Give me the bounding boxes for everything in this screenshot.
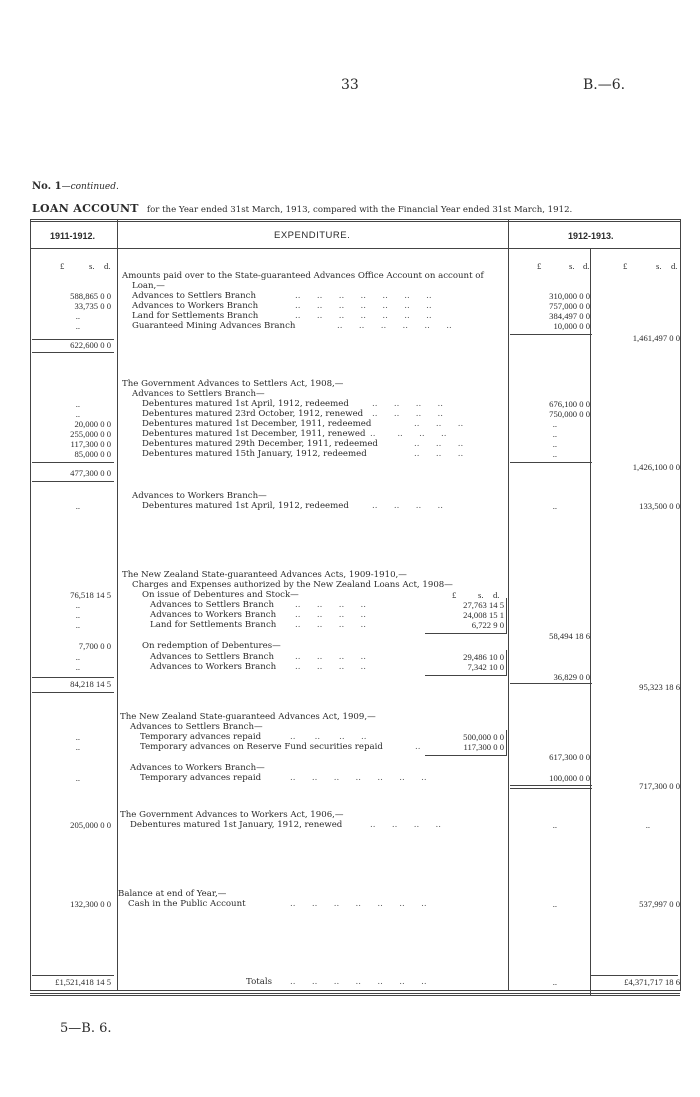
s3-issue-item-amt: 27,763 14 5: [463, 600, 504, 610]
page-footer: 5—B. 6.: [60, 1021, 112, 1036]
s1-item-prev: 588,865 0 0: [70, 291, 111, 301]
s2-item-cur: 676,100 0 0: [549, 399, 590, 409]
prev-pound-sign: £: [60, 261, 65, 271]
section-number: No. 1: [32, 181, 62, 192]
s2-item-prev: 85,000 0 0: [74, 449, 111, 459]
s2-item-label: Debentures matured 1st April, 1912, redeemed: [142, 399, 349, 409]
cur-pence: d.: [671, 261, 678, 271]
section-label: [32, 181, 119, 192]
s6-mid: ..: [552, 899, 557, 909]
s2-item-label: Debentures matured 29th December, 1911, redeemed: [142, 439, 378, 449]
s2-total-cur: 1,426,100 0 0: [632, 462, 680, 472]
s6-item: Cash in the Public Account: [128, 899, 246, 909]
s2-sub: Advances to Settlers Branch—: [132, 389, 265, 399]
s2-workers-item: Debentures matured 1st April, 1912, redeemed: [142, 501, 349, 511]
s5-prev: 205,000 0 0: [70, 820, 111, 830]
cur-pound-sign: £: [623, 261, 628, 271]
s4-workers-sub: Advances to Workers Branch—: [130, 763, 265, 773]
s3-issue-total: 58,494 18 6: [549, 631, 590, 641]
title-rest: for the Year ended 31st March, 1913, compared with the Financial Year ended 31st March, 1912.: [146, 205, 573, 215]
totals-label: Totals: [246, 977, 272, 987]
s2-item-cur: ..: [552, 419, 557, 429]
mid-shilling: s.: [569, 261, 575, 271]
s3-redemption-prev: 7,700 0 0: [78, 641, 111, 651]
s4-subtotal: 617,300 0 0: [549, 752, 590, 762]
s6-cur: 537,997 0 0: [639, 899, 680, 909]
s2-item-cur: ..: [552, 449, 557, 459]
s2-item-prev: ..: [75, 399, 80, 409]
s3-shilling: s.: [478, 590, 484, 600]
s1-item-label: Advances to Workers Branch: [132, 301, 259, 311]
s1-item-cur: 384,497 0 0: [549, 311, 590, 321]
s2-workers-sub: Advances to Workers Branch—: [132, 491, 267, 501]
s2-workers-cur: 133,500 0 0: [639, 501, 680, 511]
s4-total-cur: 717,300 0 0: [639, 781, 680, 791]
s3-issue-prev: 76,518 14 5: [70, 590, 111, 600]
s2-item-label: Debentures matured 15th January, 1912, redeemed: [142, 449, 367, 459]
s2-item-cur: ..: [552, 429, 557, 439]
s3-total-cur: 95,323 18 6: [639, 682, 680, 692]
s3-issue-item-amt: 6,722 9 0: [471, 620, 504, 630]
s5-cur: ..: [645, 820, 650, 830]
s1-intro: Amounts paid over to the State-guaranteed Advances Office Account on account of: [122, 271, 484, 281]
prev-pence: d.: [104, 261, 111, 271]
s3-issue-item-label: Land for Settlements Branch: [150, 620, 277, 630]
s1-item-label: Advances to Settlers Branch: [132, 291, 257, 301]
s4-item-amt: 117,300 0 0: [463, 742, 504, 752]
s2-item-prev: 117,300 0 0: [70, 439, 111, 449]
section-continued: —continued.: [61, 182, 119, 192]
column-header-expenditure: EXPENDITURE.: [274, 230, 351, 241]
s3-pound-sign: £: [452, 590, 457, 600]
s4-workers-mid: 100,000 0 0: [549, 773, 590, 783]
s6-title: Balance at end of Year,—: [118, 889, 227, 899]
column-header-1913: 1912-1913.: [568, 231, 614, 241]
s3-issue-item-amt: 24,008 15 1: [463, 610, 504, 620]
page-number: 33: [341, 77, 359, 93]
title-main: LOAN ACCOUNT: [32, 202, 139, 215]
s4-title: The New Zealand State-guaranteed Advances Act, 1909,—: [120, 712, 376, 722]
s5-mid: ..: [552, 820, 557, 830]
s4-item-label: Temporary advances repaid: [140, 732, 262, 742]
s2-item-prev: 255,000 0 0: [70, 429, 111, 439]
s4-sub: Advances to Settlers Branch—: [130, 722, 263, 732]
s1-intro-loan: Loan,—: [132, 281, 165, 291]
s2-item-cur: 750,000 0 0: [549, 409, 590, 419]
s1-total-prev: 622,600 0 0: [70, 340, 111, 350]
page-reference: B.—6.: [583, 77, 626, 93]
s2-total-prev: 477,300 0 0: [70, 468, 111, 478]
s6-prev: 132,300 0 0: [70, 899, 111, 909]
totals-cur: £4,371,717 18 6: [624, 977, 680, 987]
s1-item-label: Guaranteed Mining Advances Branch: [132, 321, 296, 331]
mid-pound-sign: £: [537, 261, 542, 271]
s3-pence: d.: [493, 590, 500, 600]
s2-item-label: Debentures matured 1st December, 1911, renewed: [142, 429, 366, 439]
s2-item-label: Debentures matured 1st December, 1911, redeemed: [142, 419, 372, 429]
s2-item-prev: ..: [75, 409, 80, 419]
s3-redemption-total: 36,829 0 0: [553, 672, 590, 682]
s4-workers-prev: ..: [75, 773, 80, 783]
s4-item-amt: 500,000 0 0: [463, 732, 504, 742]
s1-item-prev: 33,735 0 0: [74, 301, 111, 311]
s3-issue-item-label: Advances to Settlers Branch: [150, 600, 275, 610]
totals-mid: ..: [552, 977, 557, 987]
s4-item-prev: ..: [75, 732, 80, 742]
s3-issue: On issue of Debentures and Stock—: [142, 590, 299, 600]
totals-prev: £1,521,418 14 5: [55, 977, 111, 987]
s3-title: The New Zealand State-guaranteed Advances Acts, 1909-1910,—: [122, 570, 407, 580]
s4-item-label: Temporary advances on Reserve Fund securities repaid: [140, 742, 383, 752]
s3-redemption-item-label: Advances to Workers Branch: [150, 662, 277, 672]
table-title: [32, 197, 572, 216]
s3-issue-item-label: Advances to Workers Branch: [150, 610, 277, 620]
column-header-1911: 1911-1912.: [50, 231, 96, 241]
s3-redemption-item-amt: 29,486 10 0: [463, 652, 504, 662]
s3-total-prev: 84,218 14 5: [70, 679, 111, 689]
s2-workers-mid: ..: [552, 501, 557, 511]
s4-workers-item: Temporary advances repaid: [140, 773, 262, 783]
s3-issue-item-prev: ..: [75, 620, 80, 630]
s1-item-prev: ..: [75, 321, 80, 331]
s1-item-label: Land for Settlements Branch: [132, 311, 259, 321]
mid-pence: d.: [583, 261, 590, 271]
s1-item-prev: ..: [75, 311, 80, 321]
cur-shilling: s.: [656, 261, 662, 271]
s5-title: The Government Advances to Workers Act, 1906,—: [120, 810, 344, 820]
s3-issue-item-prev: ..: [75, 610, 80, 620]
s3-issue-item-prev: ..: [75, 600, 80, 610]
s1-item-cur: 310,000 0 0: [549, 291, 590, 301]
s3-sub: Charges and Expenses authorized by the New Zealand Loans Act, 1908—: [132, 580, 453, 590]
s4-item-prev: ..: [75, 742, 80, 752]
s3-redemption-item-amt: 7,342 10 0: [467, 662, 504, 672]
prev-shilling: s.: [89, 261, 95, 271]
s3-redemption-item-label: Advances to Settlers Branch: [150, 652, 275, 662]
s3-redemption-item-prev: ..: [75, 662, 80, 672]
s5-item: Debentures matured 1st January, 1912, renewed: [130, 820, 343, 830]
s2-workers-prev: ..: [75, 501, 80, 511]
s1-item-cur: 757,000 0 0: [549, 301, 590, 311]
s1-item-cur: 10,000 0 0: [553, 321, 590, 331]
s3-redemption-item-prev: ..: [75, 652, 80, 662]
s2-item-prev: 20,000 0 0: [74, 419, 111, 429]
s1-total-cur: 1,461,497 0 0: [632, 333, 680, 343]
s2-item-cur: ..: [552, 439, 557, 449]
s2-item-label: Debentures matured 23rd October, 1912, renewed: [142, 409, 364, 419]
s2-title: The Government Advances to Settlers Act, 1908,—: [122, 379, 344, 389]
s3-redemption: On redemption of Debentures—: [142, 641, 281, 651]
